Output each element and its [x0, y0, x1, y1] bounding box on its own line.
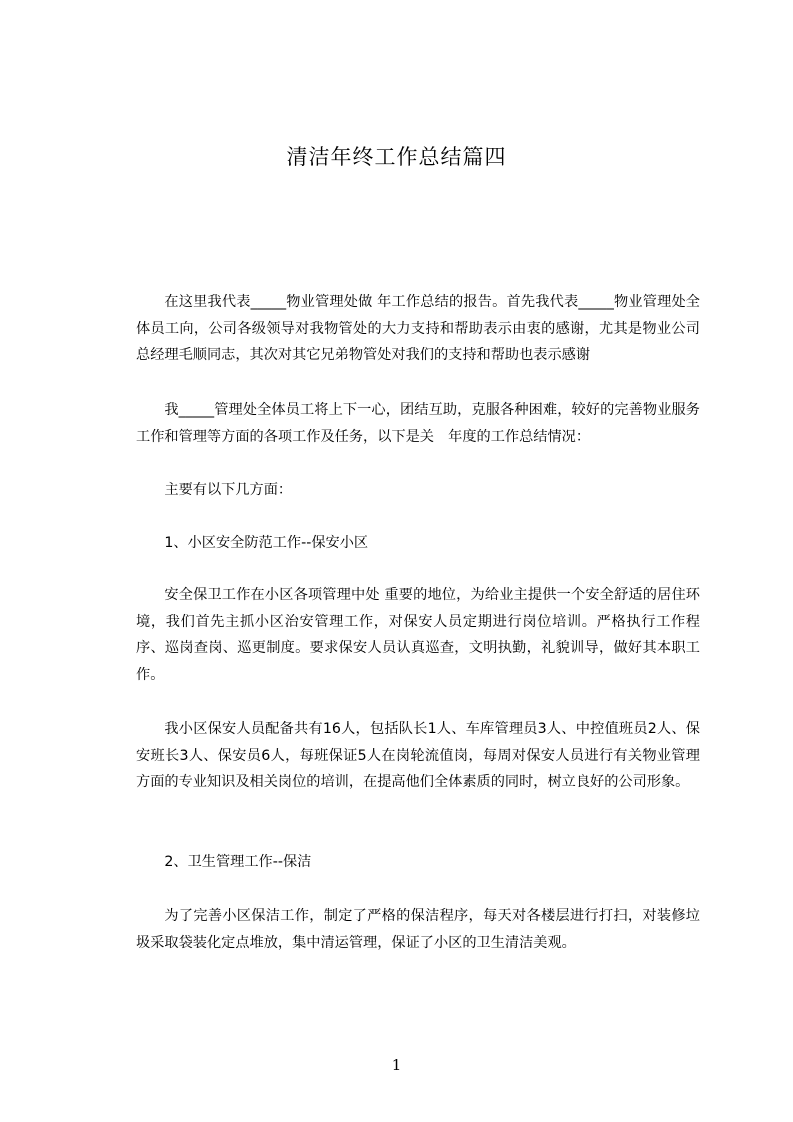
paragraph-text: 安全保卫工作在小区各项管理中处 重要的地位，为给业主提供一个安全舒适的居住环境，我们首先主抓小区治安管理工作，对保安人员定期进行岗位培训。严格执行工作程序、巡岗查岗、巡更制度。要求保安人员认真巡查，文明执勤，礼貌训导，做好其本职工作。	[136, 587, 700, 683]
paragraph-main-aspects	[136, 477, 700, 504]
paragraph-intro	[136, 289, 700, 369]
paragraph-security-work	[136, 582, 700, 688]
paragraph-text: 为了完善小区保洁工作，制定了严格的保洁程序，每天对各楼层进行打扫，对装修垃圾采取袋装化定点堆放，集中清运管理，保证了小区的卫生清洁美观。	[136, 908, 700, 951]
section-heading-security	[136, 530, 700, 557]
paragraph-text: 主要有以下几方面：	[164, 482, 293, 498]
section-heading-text: 2、卫生管理工作--保洁	[164, 854, 312, 870]
document-title: 清洁年终工作总结篇四	[286, 145, 507, 169]
section-heading-cleaning	[136, 849, 700, 876]
paragraph-security-staff	[136, 716, 700, 796]
page-number: 1	[391, 1056, 402, 1074]
paragraph-text: 我_____管理处全体员工将上下一心，团结互助，克服各种困难，较好的完善物业服务工作和管理等方面的各项工作及任务，以下是关 年度的工作总结情况：	[136, 402, 700, 445]
paragraph-text: 在这里我代表_____物业管理处做 年工作总结的报告。首先我代表_____物业管理处全体员工向，公司各级领导对我物管处的大力支持和帮助表示由衷的感谢，尤其是物业公司总经理毛顺同志，其次对其它兄弟物管处对我们的支持和帮助也表示感谢	[136, 294, 700, 363]
section-heading-text: 1、小区安全防范工作--保安小区	[164, 535, 369, 551]
paragraph-text: 我小区保安人员配备共有16人，包括队长1人、车库管理员3人、中控值班员2人、保安班长3人、保安员6人，每班保证5人在岗轮流值岗，每周对保安人员进行有关物业管理方面的专业知识及相关岗位的培训，在提高他们全体素质的同时，树立良好的公司形象。	[136, 721, 700, 790]
paragraph-team-summary	[136, 397, 700, 450]
paragraph-cleaning-work	[136, 903, 700, 956]
